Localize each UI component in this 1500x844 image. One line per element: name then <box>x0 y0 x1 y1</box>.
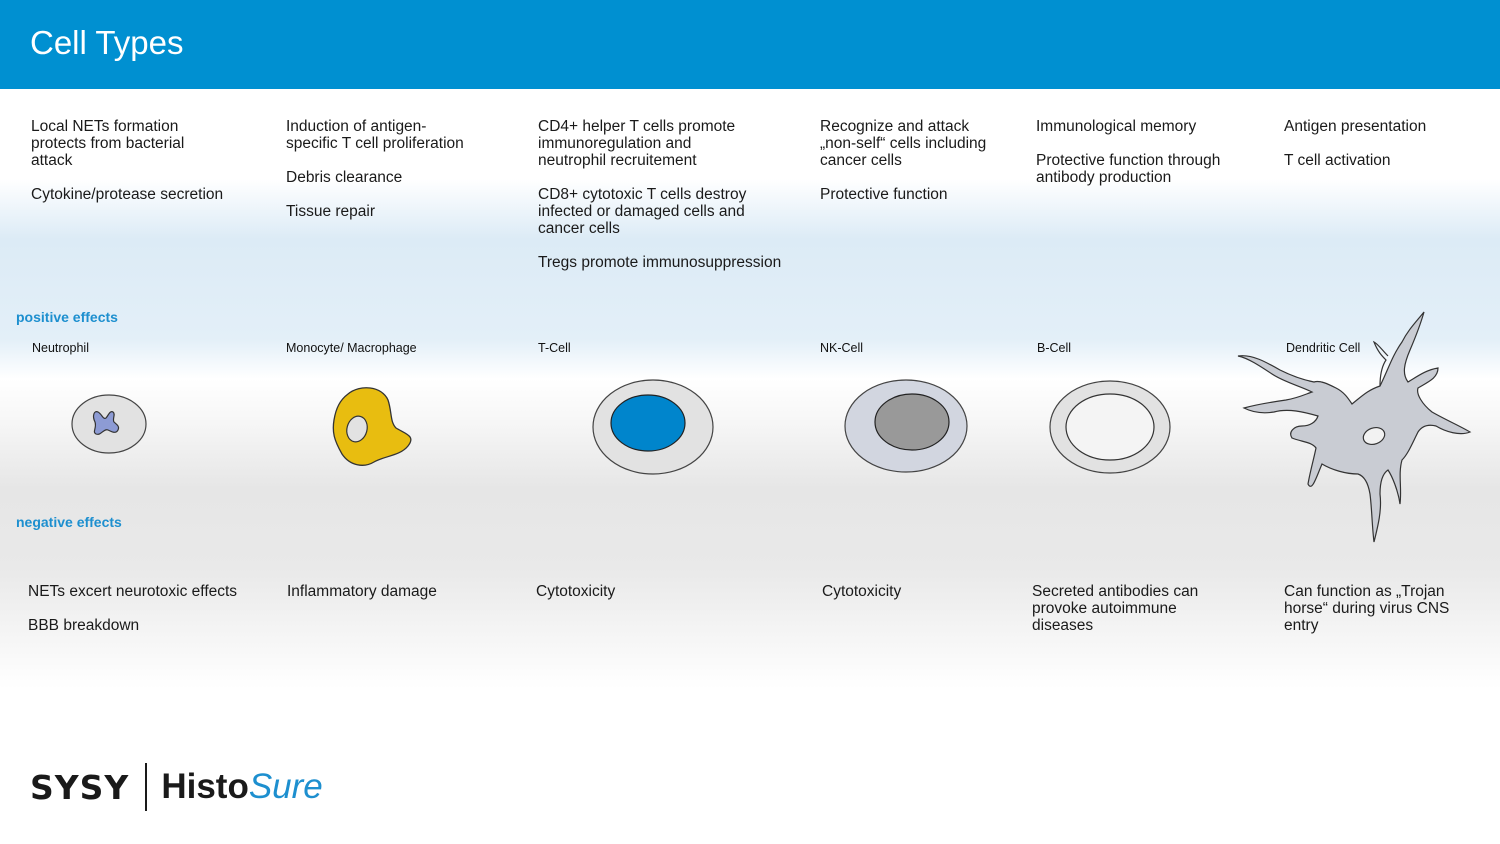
company-logo <box>30 762 323 812</box>
logo-brand: SYSY <box>30 767 130 807</box>
t-cell-positive <box>538 118 818 288</box>
effect-text: Protective function <box>820 186 948 203</box>
effect-text: Cytokine/protease secretion <box>31 186 224 203</box>
dendritic-cell-negative <box>1284 583 1484 651</box>
effect-text: Antigen presentation <box>1284 118 1427 135</box>
t-cell-illustration <box>590 378 718 476</box>
b-cell-illustration <box>1046 378 1174 476</box>
neutrophil-positive <box>31 118 271 220</box>
b-cell-nucleus <box>1066 394 1154 460</box>
logo-product-main: Histo <box>161 767 249 806</box>
neutrophil-illustration <box>70 392 150 456</box>
macrophage-positive <box>286 118 526 237</box>
effect-text: T cell activation <box>1284 152 1391 169</box>
cell-name-nk-cell: NK-Cell <box>820 341 864 355</box>
nk-cell-nucleus <box>875 394 949 450</box>
effect-text: Cytotoxicity <box>822 583 902 600</box>
cell-name-neutrophil: Neutrophil <box>32 341 89 355</box>
b-cell-negative <box>1032 583 1262 651</box>
cell-name-macrophage: Monocyte/ Macrophage <box>286 341 417 355</box>
effect-text: Recognize and attack „non-self“ cells including cancer cells <box>820 118 987 169</box>
dendritic-cell-illustration <box>1232 308 1478 548</box>
effect-text: Protective function through antibody production <box>1036 152 1221 186</box>
nk-cell-positive <box>820 118 1030 220</box>
nk-cell-negative <box>822 583 1022 617</box>
header-bar <box>0 0 1500 89</box>
t-cell-negative <box>536 583 766 617</box>
logo-product-accent: Sure <box>248 767 323 806</box>
nk-cell-illustration <box>842 377 970 475</box>
effect-text: CD8+ cytotoxic T cells destroy infected or damaged cells and cancer cells <box>538 186 747 237</box>
cell-name-t-cell: T-Cell <box>538 341 571 355</box>
logo-divider <box>145 763 147 811</box>
effect-text: Tissue repair <box>286 203 376 220</box>
macrophage-illustration <box>330 384 418 470</box>
effect-text: Cytotoxicity <box>536 583 616 600</box>
effect-text: Debris clearance <box>286 169 403 186</box>
neutrophil-negative <box>28 583 278 651</box>
cell-name-dendritic-cell: Dendritic Cell <box>1286 341 1361 355</box>
b-cell-positive <box>1036 118 1266 203</box>
t-cell-nucleus <box>611 395 685 451</box>
effect-text: Secreted antibodies can provoke autoimmune diseases <box>1032 583 1199 634</box>
effect-text: Immunological memory <box>1036 118 1197 135</box>
effect-text: Local NETs formation protects from bacterial attack <box>31 118 185 169</box>
effect-text: BBB breakdown <box>28 617 140 634</box>
effect-text: Inflammatory damage <box>287 583 437 600</box>
page-title: Cell Types <box>30 24 184 61</box>
cell-name-b-cell: B-Cell <box>1037 341 1072 355</box>
effect-text: NETs excert neurotoxic effects <box>28 583 238 600</box>
negative-effects-label: negative effects <box>16 514 122 530</box>
effect-text: Can function as „Trojan horse“ during virus CNS entry <box>1284 583 1450 634</box>
effect-text: Tregs promote immunosuppression <box>538 254 782 271</box>
dendritic-cell-positive <box>1284 118 1484 186</box>
effect-text: CD4+ helper T cells promote immunoregulation and neutrophil recruitement <box>538 118 736 169</box>
effect-text: Induction of antigen- specific T cell proliferation <box>286 118 464 152</box>
positive-effects-label: positive effects <box>16 309 118 325</box>
macrophage-negative <box>287 583 517 617</box>
